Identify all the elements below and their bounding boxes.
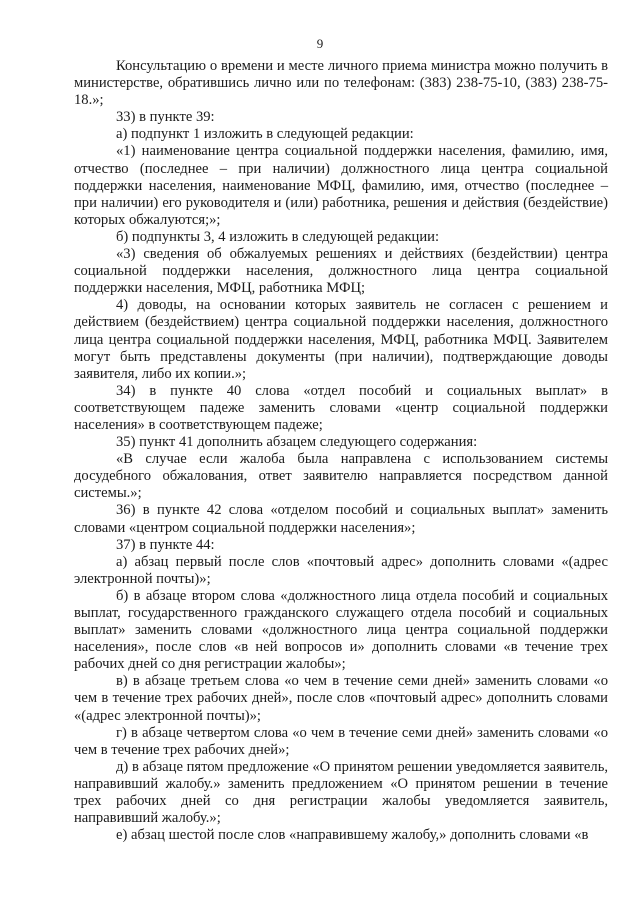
paragraph: б) в абзаце втором слова «должностного лица отдела пособий и социальных выплат, государственного гражданского служащего отдела пособий и социальных выплат» заменить словами «должностного лица центра социальной поддержки населения», после слов «в ней вопросов и» дополнить словами «в течение трех рабочих дней со дня регистрации жалобы»; <box>74 587 608 673</box>
paragraph: «1) наименование центра социальной поддержки населения, фамилию, имя, отчество (последнее – при наличии) должностного лица центра социальной поддержки населения, наименование МФЦ, фамилию, имя, отчество (последнее – при наличии) его руководителя и (или) работника, решения и действия (бездействие) которых обжалуются;»; <box>74 143 608 228</box>
paragraph: 37) в пункте 44: <box>116 536 215 553</box>
paragraph: 34) в пункте 40 слова «отдел пособий и социальных выплат» в соответствующем падеже заменить словами «центр социальной поддержки населения» в соответствующем падеже; <box>74 382 608 433</box>
paragraph: б) подпункты 3, 4 изложить в следующей редакции: <box>116 228 440 245</box>
paragraph: а) подпункт 1 изложить в следующей редакции: <box>116 126 414 143</box>
paragraph: 36) в пункте 42 слова «отделом пособий и социальных выплат» заменить словами «центром социальной поддержки населения»; <box>74 502 608 536</box>
paragraph: 35) пункт 41 дополнить абзацем следующего содержания: <box>116 434 478 451</box>
paragraph: а) абзац первый после слов «почтовый адрес» дополнить словами «(адрес электронной почты)»; <box>74 553 608 587</box>
paragraph: г) в абзаце четвертом слова «о чем в течение семи дней» заменить словами «о чем в течение трех рабочих дней»; <box>74 724 608 758</box>
paragraph: в) в абзаце третьем слова «о чем в течение семи дней» заменить словами «о чем в течение трех рабочих дней», после слов «почтовый адрес» дополнить словами «(адрес электронной почты)»; <box>74 673 608 724</box>
paragraph: «В случае если жалоба была направлена с использованием системы досудебного обжалования, ответ заявителю направляется посредством данной системы.»; <box>74 451 608 502</box>
paragraph: 33) в пункте 39: <box>116 109 215 126</box>
page-number: 9 <box>316 36 324 51</box>
paragraph: Консультацию о времени и месте личного приема министра можно получить в министерстве, обратившись лично или по телефонам: (383) 238-75-10, (383) 238-75-18.»; <box>74 58 608 109</box>
document-body <box>74 58 608 844</box>
paragraph: 4) доводы, на основании которых заявитель не согласен с решением и действием (бездействием) центра социальной поддержки населения, должностного лица центра социальной поддержки населения, МФЦ, работника МФЦ. Заявителем могут быть представлены документы (при наличии), подтверждающие доводы заявителя, либо их копии.»; <box>74 297 608 382</box>
paragraph: д) в абзаце пятом предложение «О принятом решении уведомляется заявитель, направивший жалобу.» заменить предложением «О принятом решении в течение трех рабочих дней со дня регистрации жалобы уведомляется заявитель, направивший жалобу.»; <box>74 758 608 827</box>
paragraph: е) абзац шестой после слов «направившему жалобу,» дополнить словами «в <box>116 827 589 844</box>
paragraph: «3) сведения об обжалуемых решениях и действиях (бездействии) центра социальной поддержки населения, должностного лица центра социальной поддержки населения, МФЦ, работника МФЦ; <box>74 246 608 297</box>
